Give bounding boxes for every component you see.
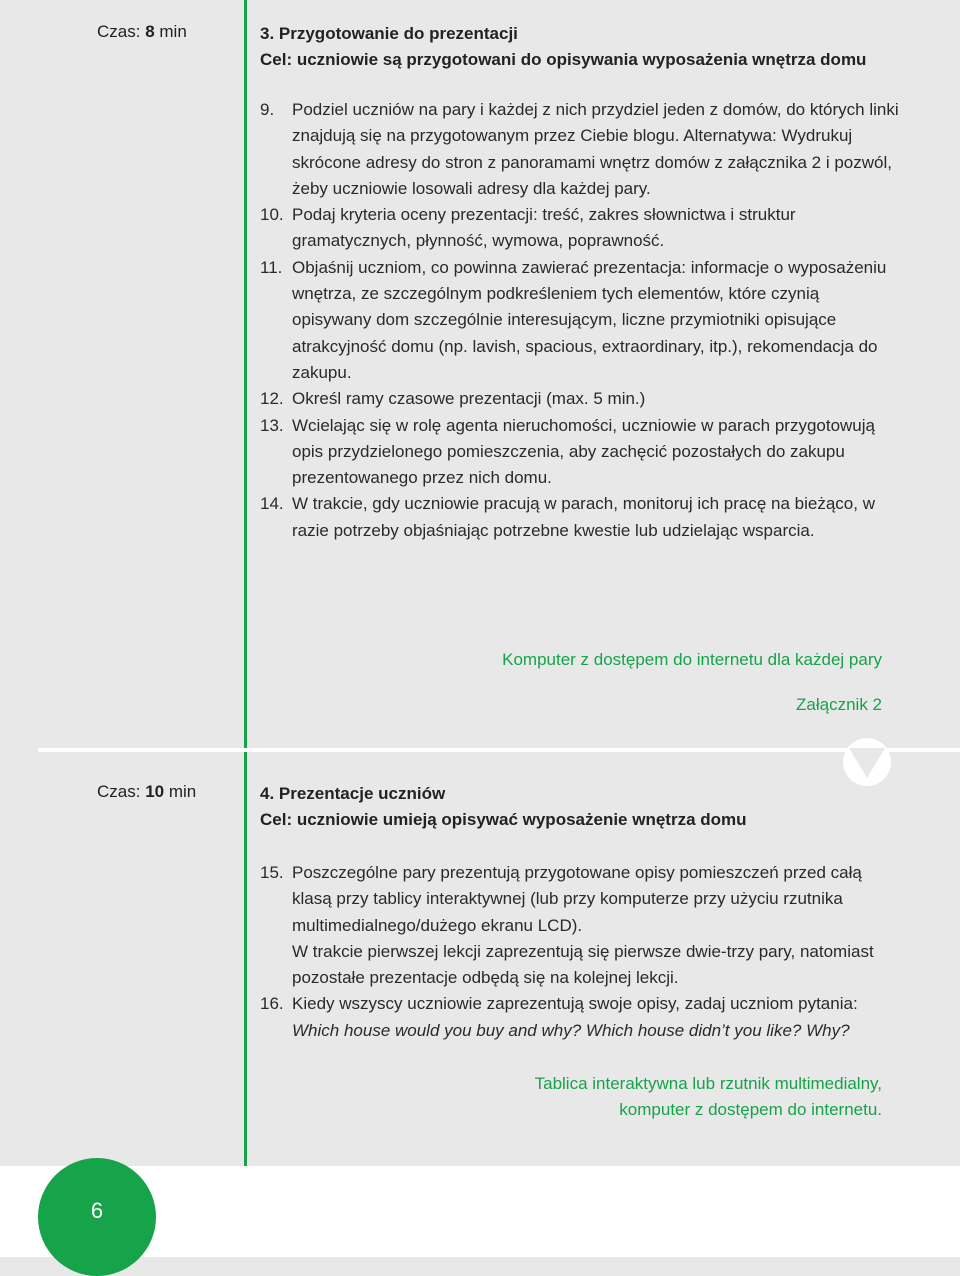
- section4-title: 4. Prezentacje uczniów: [260, 784, 446, 803]
- step-number: 10.: [260, 205, 284, 225]
- list-item: [260, 991, 900, 1044]
- step-text: W trakcie, gdy uczniowie pracują w parach, monitoruj ich pracę na bieżąco, w razie potrzeby objaśniając potrzebne kwestie lub udzielając wsparcia.: [292, 494, 875, 540]
- section3-content: [260, 21, 900, 544]
- step-number: 16.: [260, 994, 284, 1014]
- time-unit: min: [154, 22, 187, 41]
- step-text: Podaj kryteria oceny prezentacji: treść, zakres słownictwa i struktur gramatycznych, płynność, wymowa, poprawność.: [292, 205, 796, 251]
- step-text: Podziel uczniów na pary i każdej z nich przydziel jeden z domów, do których linki znajdują się na przygotowanym przez Ciebie blogu. Alternatywa: Wydrukuj skrócone adresy do stron z panoramami wnętrz domów z załącznika 2 i pozwól, żeby uczniowie losowali adresy dla każdej pary.: [292, 100, 899, 198]
- section3-materials: Komputer z dostępem do internetu dla każdej pary: [502, 650, 882, 669]
- time-label: Czas:: [97, 22, 146, 41]
- step-text: Wcielając się w rolę agenta nieruchomości, uczniowie w parach przygotowują opis przydzielonego pomieszczenia, aby zachęcić pozostałych do zakupu prezentowanego przez nich domu.: [292, 415, 875, 488]
- step-number: 15.: [260, 863, 284, 882]
- section4-time: [97, 782, 196, 802]
- time-unit: min: [164, 782, 197, 801]
- list-item: [260, 413, 900, 492]
- step-number: 11.: [260, 257, 283, 277]
- step-number: 12.: [260, 389, 284, 409]
- section3-vertical-rule: [244, 0, 247, 748]
- step-text: Kiedy wszyscy uczniowie zaprezentują swoje opisy, zadaj uczniom pytania:: [292, 994, 858, 1014]
- list-item: [260, 255, 900, 386]
- section4-materials-line1: Tablica interaktywna lub rzutnik multimedialny,: [534, 1074, 882, 1093]
- list-item: [260, 491, 900, 544]
- step-number: 9.: [260, 100, 275, 119]
- step-question: Which house would you buy and why? Which house didn’t you like? Why?: [292, 1020, 850, 1040]
- section3-steps: [260, 97, 900, 544]
- section4-vertical-rule: [244, 752, 247, 1166]
- section3-time: [97, 22, 187, 42]
- step-number: 14.: [260, 494, 284, 514]
- section3-goal: Cel: uczniowie są przygotowani do opisywania wyposażenia wnętrza domu: [260, 50, 867, 69]
- section4-goal: Cel: uczniowie umieją opisywać wyposażenie wnętrza domu: [260, 810, 747, 829]
- page-number: 6: [90, 1198, 104, 1223]
- chevron-down-icon: [843, 738, 891, 786]
- step-text: Poszczególne pary prezentują przygotowane opisy pomieszczeń przed całą klasą przy tablicy interaktywnej (lub przy komputerze przy użyciu rzutnika multimedialnego/dużego ekranu LCD).: [292, 863, 862, 935]
- section4-steps: [260, 860, 900, 1044]
- step-number: 13.: [260, 415, 284, 435]
- time-label: Czas:: [97, 782, 146, 801]
- section3-title: 3. Przygotowanie do prezentacji: [260, 24, 518, 43]
- time-value: 8: [145, 22, 155, 41]
- section4-content: [260, 781, 900, 1044]
- step-text: Określ ramy czasowe prezentacji (max. 5 min.): [292, 389, 646, 409]
- list-item: [260, 202, 900, 255]
- list-item: [260, 97, 900, 202]
- step-text-continued: W trakcie pierwszej lekcji zaprezentują się pierwsze dwie-trzy pary, natomiast pozostałe prezentacje odbędą się na kolejnej lekcji.: [292, 941, 874, 988]
- section3-attachment: Załącznik 2: [796, 695, 882, 714]
- list-item: [260, 386, 900, 412]
- section-divider: [38, 748, 960, 752]
- list-item: [260, 860, 900, 991]
- time-value: 10: [145, 782, 165, 801]
- section4-materials-line2: komputer z dostępem do internetu.: [619, 1100, 882, 1119]
- step-text: Objaśnij uczniom, co powinna zawierać prezentacja: informacje o wyposażeniu wnętrza, ze szczególnym podkreśleniem tych elementów, które czynią opisywany dom szczególnie interesującym, liczne przymiotniki opisujące atrakcyjność domu (np. lavish, spacious, extraordinary, itp.), rekomendacja do zakupu.: [292, 257, 887, 382]
